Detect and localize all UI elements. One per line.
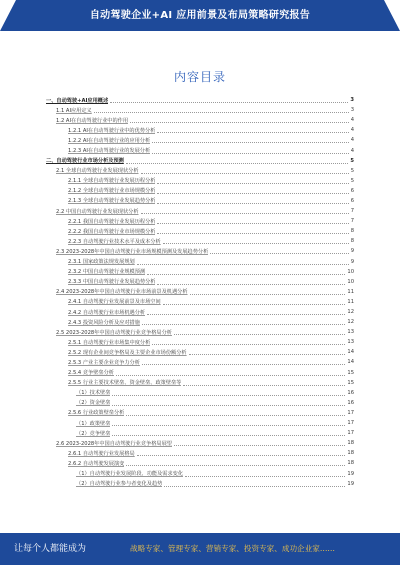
dot-leader [137,450,346,456]
dot-leader [112,420,345,426]
toc-entry-title: 2.1 全球自动驾驶行业发展现状分析 [56,168,139,175]
dot-leader [157,218,348,224]
toc-entry[interactable] [46,95,354,105]
toc-entry-title: 1.2.2 AI在自动驾驶行业的应用分析 [68,137,151,144]
dot-leader [112,400,345,406]
dot-leader [164,481,345,487]
dot-leader [163,238,349,244]
dot-leader [130,117,349,123]
dot-leader [147,269,345,275]
toc-entry-title: （1）技术壁垒 [76,390,111,397]
toc-entry[interactable] [46,115,354,125]
dot-leader [137,259,349,265]
toc-entry[interactable] [46,317,354,327]
toc-entry-title: 2.4 2023-2028年中国自动驾驶行业市场前景及机遇分析 [56,289,188,296]
dot-leader [152,339,345,345]
toc-entry-page: 15 [347,369,354,376]
dot-leader [163,299,346,305]
toc-entry-page: 8 [350,238,354,245]
toc-entry-page: 5 [350,157,354,164]
toc-entry[interactable] [46,166,354,176]
toc-entry-title: 二、自动驾驶行业市场分析及预测 [46,158,124,165]
dot-leader [116,370,345,376]
toc-entry[interactable] [46,267,354,277]
toc-entry-title: 2.2.3 自动驾驶行业技术水平及成本分析 [68,238,161,245]
toc-entry-title: 1.1 AI应用定义 [56,107,92,114]
toc-entry-title: （2）资金壁垒 [76,400,111,407]
dot-leader [152,148,349,154]
toc-entry[interactable] [46,287,354,297]
toc-entry-page: 10 [347,268,354,275]
header-banner [0,0,400,31]
dot-leader [94,107,349,113]
dot-leader [157,127,348,133]
report-title: 自动驾驶企业+AI 应用前景及布局策略研究报告 [89,10,311,21]
dot-leader [147,309,345,315]
toc-entry-page: 6 [350,187,354,194]
toc-entry[interactable] [46,418,354,428]
toc-entry-page: 13 [347,329,354,336]
toc-entry[interactable] [46,176,354,186]
toc-entry-title: 2.3.3 中国自动驾驶行业发展趋势分析 [68,279,156,286]
toc-entry[interactable] [46,216,354,226]
toc-entry-page: 11 [347,298,354,305]
toc-entry-title: （2）竞争壁垒 [76,430,111,437]
dot-leader [126,410,345,416]
toc-entry-title: 2.5.1 自动驾驶行业市场集中度分析 [68,339,151,346]
toc-entry-page: 17 [347,430,354,437]
toc-entry-page: 5 [350,167,354,174]
toc-entry-page: 3 [350,97,354,104]
toc-entry-title: 2.6.1 自动驾驶行业发展格局 [68,450,135,457]
toc-entry-page: 10 [347,278,354,285]
dot-leader [174,329,345,335]
toc-entry-page: 4 [350,117,354,124]
toc-entry-page: 18 [347,450,354,457]
toc-entry-page: 19 [347,480,354,487]
toc-entry-title: 1.2.3 AI在自动驾驶行业的发展分析 [68,148,151,155]
toc-entry-page: 4 [350,147,354,154]
toc-entry[interactable] [46,479,354,489]
toc-entry-title: 1.2 AI在自动驾驶行业中的作用 [56,117,129,124]
footer-banner [0,533,400,565]
dot-leader [190,289,346,295]
toc-entry[interactable] [46,125,354,135]
dot-leader [157,279,345,285]
toc-entry[interactable] [46,337,354,347]
toc-entry-page: 7 [350,218,354,225]
dot-leader [112,390,345,396]
toc-heading: 内容目录 [173,70,226,84]
dot-leader [141,168,349,174]
dot-leader [157,228,348,234]
toc-entry[interactable] [46,105,354,115]
toc-entry-title: 一、自动驾驶+AI应用概述 [46,97,109,104]
toc-entry-page: 6 [350,197,354,204]
toc-entry-page: 9 [350,248,354,255]
toc-entry-title: 2.4.1 自动驾驶行业发展前景及市场空间 [68,299,161,306]
toc-entry-page: 17 [347,409,354,416]
toc-entry[interactable] [46,468,354,478]
toc-entry-page: 3 [350,107,354,114]
toc-entry[interactable] [46,246,354,256]
toc-entry-title: 2.5.3 产业主要企业竞争力分析 [68,359,140,366]
toc-entry[interactable] [46,378,354,388]
toc-entry-page: 17 [347,420,354,427]
toc-entry-page: 16 [347,389,354,396]
toc-entry-title: 2.4.3 投资风险分析及应对措施 [68,319,140,326]
dot-leader [210,248,348,254]
toc-entry[interactable] [46,226,354,236]
toc-entry[interactable] [46,368,354,378]
toc-entry-page: 18 [347,460,354,467]
toc-entry[interactable] [46,135,354,145]
dot-leader [141,208,349,214]
toc-entry[interactable] [46,438,354,448]
toc-entry-page: 19 [347,470,354,477]
dot-leader [157,178,348,184]
toc-entry-title: （1）自动驾驶行业发展阶段、功能及需求变化 [76,471,184,478]
footer-tagline: 战略专家、管理专家、营销专家、投资专家、成功企业家…… [130,544,336,553]
toc-entry[interactable] [46,186,354,196]
toc-entry-title: 2.1.1 全球自动驾驶行业发展历程分析 [68,178,156,185]
toc-entry-page: 14 [347,359,354,366]
toc-entry[interactable] [46,388,354,398]
toc-entry[interactable] [46,196,354,206]
dot-leader [157,188,348,194]
toc-entry[interactable] [46,357,354,367]
toc-entry-title: （2）自动驾驶行业参与者变化及趋势 [76,481,163,488]
toc-entry-page: 4 [350,137,354,144]
dot-leader [157,198,348,204]
dot-leader [110,97,348,103]
toc-entry-title: 2.5.4 竞争壁垒分析 [68,370,114,377]
toc-entry-title: 2.5.2 现有企业间竞争格局及主要企业市场份额分析 [68,349,187,356]
toc-entry-title: 2.2 中国自动驾驶行业发展现状分析 [56,208,139,215]
toc-entry[interactable] [46,398,354,408]
dot-leader [126,158,349,164]
toc-entry-page: 16 [347,399,354,406]
toc-entry-page: 9 [350,258,354,265]
toc-entry-page: 11 [347,288,354,295]
toc-entry-page: 15 [347,379,354,386]
footer-slogan: 让每个人都能成为 [14,544,87,554]
toc-entry-page: 12 [347,309,354,316]
toc-entry[interactable] [46,277,354,287]
toc-entry-page: 7 [350,208,354,215]
toc-entry-title: 2.1.2 全球自动驾驶行业市场规模分析 [68,188,156,195]
toc-entry[interactable] [46,408,354,418]
toc-entry[interactable] [46,206,354,216]
toc-entry-title: 2.4.2 自动驾驶行业市场机遇分析 [68,309,146,316]
toc-entry-title: 2.6 2023-2028年中国自动驾驶行业竞争格局展望 [56,440,172,447]
toc-entry[interactable] [46,297,354,307]
toc-entry-title: 2.5 2023-2028年中国自动驾驶行业竞争格局分析 [56,329,172,336]
dot-leader [185,471,345,477]
toc-entry-page: 4 [350,127,354,134]
toc-entry-title: 2.2.2 我国自动驾驶行业市场规模分析 [68,228,156,235]
toc-entry-title: （1）政策壁垒 [76,420,111,427]
toc-entry-title: 2.1.3 全球自动驾驶行业发展趋势分析 [68,198,156,205]
toc-entry[interactable] [46,257,354,267]
dot-leader [189,349,346,355]
toc-entry-title: 2.2.1 我国自动驾驶行业发展历程分析 [68,218,156,225]
dot-leader [152,137,349,143]
toc-entry[interactable] [46,448,354,458]
toc-entry-page: 13 [347,339,354,346]
toc-entry-title: 1.2.1 AI在自动驾驶行业中的优势分析 [68,127,156,134]
dot-leader [142,319,345,325]
toc-entry-title: 2.3.2 中国自动驾驶行业规模预测 [68,269,146,276]
toc-entry-page: 5 [350,177,354,184]
dot-leader [174,440,345,446]
toc-entry-title: 2.6.2 自动驾驶发展演变 [68,460,125,467]
toc-entry[interactable] [46,428,354,438]
dot-leader [142,359,345,365]
toc-entry[interactable] [46,458,354,468]
toc-entry[interactable] [46,347,354,357]
toc-entry-page: 18 [347,440,354,447]
toc-entry[interactable] [46,236,354,246]
dot-leader [126,460,345,466]
toc-entry[interactable] [46,156,354,166]
toc-entry-title: 2.5.6 行业政策壁垒分析 [68,410,125,417]
toc-entry[interactable] [46,327,354,337]
table-of-contents [46,95,354,489]
toc-entry-title: 2.5.5 行业主要技术壁垒、资金壁垒、政策壁垒等 [68,380,182,387]
toc-entry[interactable] [46,307,354,317]
dot-leader [183,380,345,386]
toc-entry-title: 2.3 2023-2028年中国自动驾驶行业市场规模预测及发展趋势分析 [56,248,209,255]
toc-entry-page: 8 [350,228,354,235]
toc-entry-title: 2.3.1 国家政策法规发展规划 [68,259,135,266]
toc-entry[interactable] [46,145,354,155]
dot-leader [112,430,345,436]
toc-entry-page: 14 [347,349,354,356]
toc-entry-page: 12 [347,319,354,326]
